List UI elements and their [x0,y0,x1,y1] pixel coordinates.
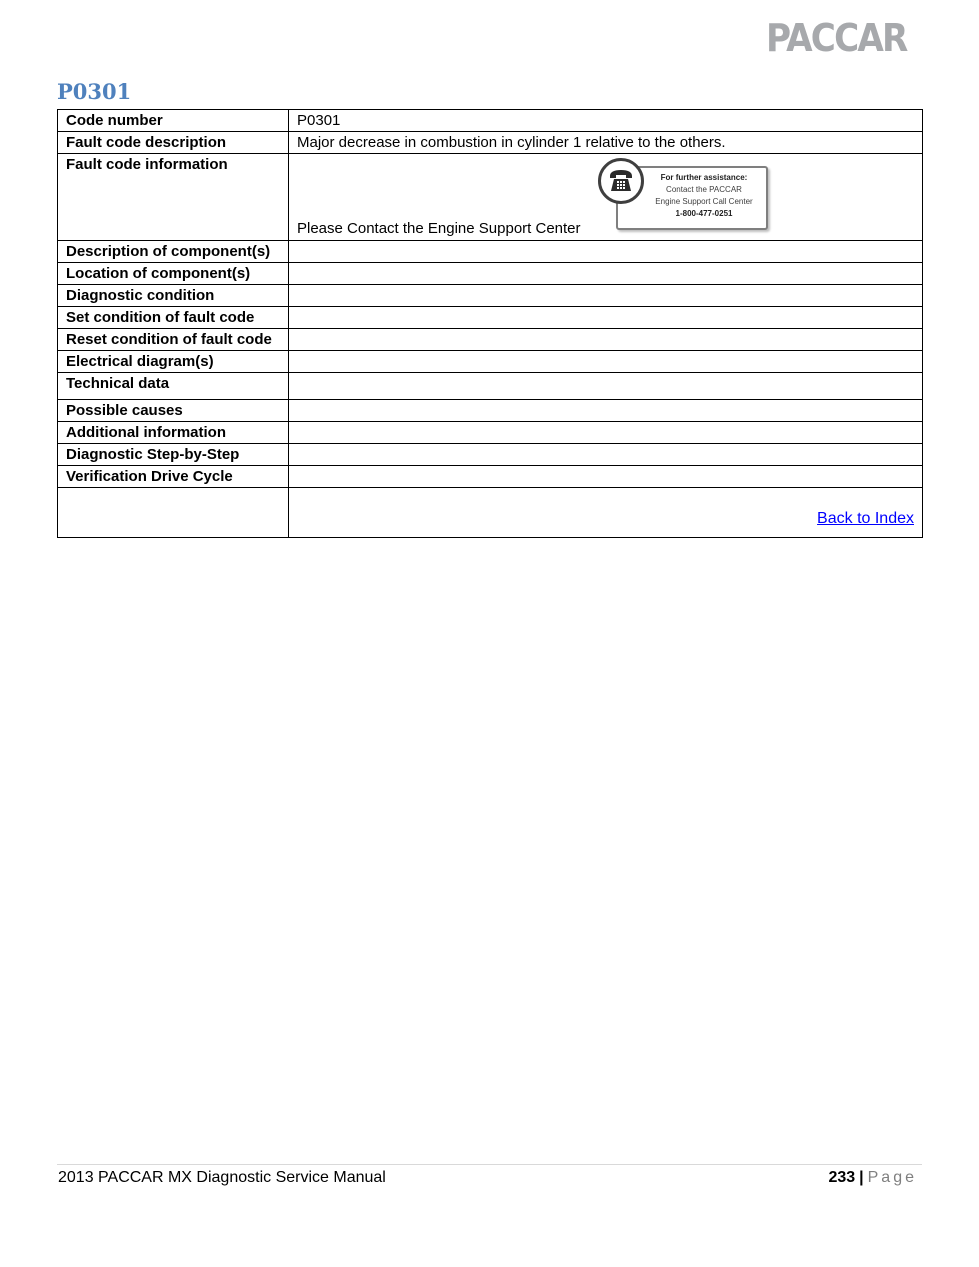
row-value [289,422,923,444]
table-row [58,241,923,263]
row-value [289,444,923,466]
row-value [289,466,923,488]
table-row [58,466,923,488]
page-title: P0301 [57,79,132,104]
fault-code-information-cell [289,154,923,241]
row-label: Additional information [58,422,289,444]
back-link-cell [289,488,923,538]
row-label: Technical data [58,373,289,400]
row-label: Code number [58,110,289,132]
table-row [58,132,923,154]
table-row [58,400,923,422]
fault-code-information-text: Please Contact the Engine Support Center [297,220,581,237]
row-label: Reset condition of fault code [58,329,289,351]
row-label: Set condition of fault code [58,307,289,329]
row-label: Location of component(s) [58,263,289,285]
support-phone-number: 1-800-477-0251 [675,209,733,218]
row-label: Diagnostic condition [58,285,289,307]
table-row [58,444,923,466]
page-word: Page [867,1169,917,1186]
row-value [289,351,923,373]
support-line: For further assistance: [660,173,748,182]
row-label: Verification Drive Cycle [58,466,289,488]
row-value [289,400,923,422]
paccar-logo: PACCAR [766,16,907,60]
telephone-icon [598,158,644,204]
support-line: Engine Support Call Center [655,197,753,206]
row-label: Description of component(s) [58,241,289,263]
row-value [289,263,923,285]
footer-page-info [828,1168,917,1188]
support-text [644,172,764,220]
table-row [58,263,923,285]
support-line: Contact the PACCAR [666,185,742,194]
table-row [58,285,923,307]
row-value [289,285,923,307]
row-value [289,241,923,263]
table-row [58,351,923,373]
support-center-badge [598,158,766,228]
page-separator: | [859,1169,864,1186]
empty-cell [58,488,289,538]
table-row [58,307,923,329]
footer-divider [57,1164,922,1165]
row-value [289,373,923,400]
table-row [58,488,923,538]
row-label: Electrical diagram(s) [58,351,289,373]
back-to-index-link[interactable]: Back to Index [817,510,914,527]
row-value: P0301 [289,110,923,132]
row-value [289,329,923,351]
footer-manual-title: 2013 PACCAR MX Diagnostic Service Manual [58,1169,386,1186]
row-label: Diagnostic Step-by-Step [58,444,289,466]
row-label: Fault code description [58,132,289,154]
table-row [58,422,923,444]
row-value: Major decrease in combustion in cylinder 1 relative to the others. [289,132,923,154]
table-row [58,154,923,241]
row-label: Possible causes [58,400,289,422]
table-row [58,373,923,400]
row-value [289,307,923,329]
table-row [58,329,923,351]
page-number: 233 [828,1169,856,1186]
table-row [58,110,923,132]
row-label: Fault code information [58,154,289,241]
fault-code-table [57,109,923,538]
